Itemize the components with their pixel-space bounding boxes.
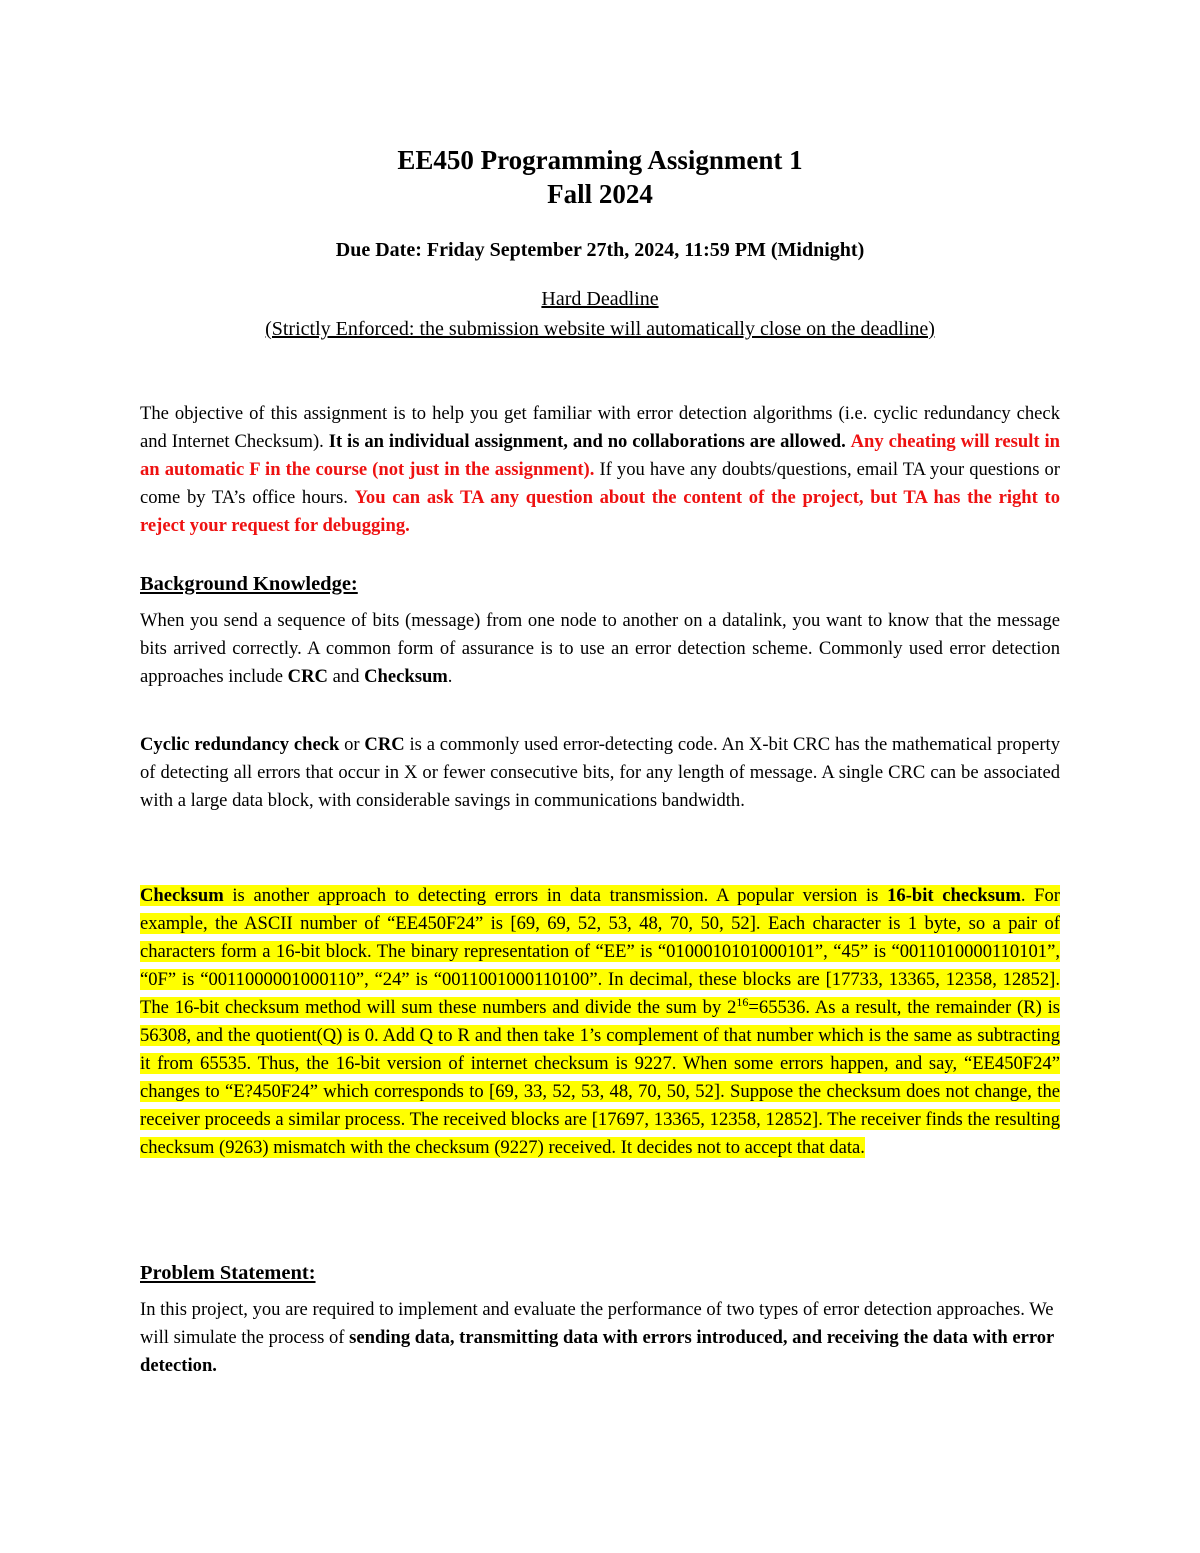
crc-description: is a commonly used error-detecting code. An X-bit CRC has the mathematical property of detecting all errors that occur in X or fewer consecutive bits, for any length of message. A single CRC can be associated with a large data block, with considerable savings in communications bandwidth. — [140, 734, 1060, 811]
crc-term: CRC — [287, 666, 328, 687]
crc-full-term: Cyclic redundancy check — [140, 734, 340, 755]
title-line-2: Fall 2024 — [547, 179, 653, 209]
cheating-warning: Any cheating will result in an automatic F in the course (not just in the assignment). — [140, 431, 1060, 480]
period-text: . — [447, 666, 453, 687]
checksum-explanation-text: =65536. As a result, the remainder (R) is 56308, and the quotient(Q) is 0. Add Q to R and then take 1’s complement of that number which is the same as subtracting it from 65535. Thus, the 16-bit version of internet checksum is 9227. When some errors happen, and say, “EE450F24” changes to “E?450F24” which corresponds to [69, 33, 52, 53, 48, 70, 50, 52]. Suppose the checksum does not change, the receiver proceeds a similar process. The received blocks are [17697, 13365, 12358, 12852]. The receiver finds the resulting checksum (9263) mismatch with the checksum (9227) received. It decides not to accept that data. — [140, 997, 1060, 1158]
intro-contact-text: If you have any doubts/questions, email TA your questions or come by TA’s office hours. — [140, 459, 1061, 508]
problem-heading: Problem Statement: — [140, 1262, 316, 1284]
background-paragraph — [140, 607, 1060, 691]
due-date: Due Date: Friday September 27th, 2024, 11:59 PM (Midnight) — [335, 239, 865, 261]
checksum-16bit-term: 16-bit checksum — [887, 885, 1021, 906]
debugging-warning: You can ask TA any question about the content of the project, but TA has the right to reject your request for debugging. — [140, 487, 1060, 536]
background-text: When you send a sequence of bits (message) from one node to another on a datalink, you want to know that the message bits arrived correctly. A common form of assurance is to use an error detection scheme. Commonly used error detection approaches include — [140, 610, 1060, 687]
hard-deadline: Hard Deadline — [541, 288, 659, 310]
background-heading: Background Knowledge: — [140, 573, 358, 595]
title-line-1: EE450 Programming Assignment 1 — [397, 145, 803, 175]
or-text: or — [339, 734, 365, 755]
checksum-paragraph — [140, 882, 1060, 1162]
checksum-intro-text: is another approach to detecting errors in data transmission. A popular version is — [223, 885, 888, 906]
intro-paragraph — [140, 400, 1060, 540]
individual-assignment-note: It is an individual assignment, and no collaborations are allowed. — [328, 431, 846, 452]
checksum-term: Checksum — [364, 666, 448, 687]
and-text: and — [327, 666, 365, 687]
intro-text: The objective of this assignment is to help you get familiar with error detection algorithms (i.e. cyclic redundancy check and Internet Checksum). — [140, 403, 1060, 452]
problem-paragraph — [140, 1296, 1060, 1380]
document-title — [140, 143, 1060, 211]
enforcement-note: (Strictly Enforced: the submission website will automatically close on the deadline) — [265, 318, 935, 340]
problem-text: In this project, you are required to implement and evaluate the performance of two types of error detection approaches. We will simulate the process of — [140, 1299, 1054, 1348]
checksum-heading-term: Checksum — [140, 885, 224, 906]
problem-bold-text: sending data, transmitting data with errors introduced, and receiving the data with error detection. — [140, 1327, 1054, 1376]
crc-abbr: CRC — [364, 734, 405, 755]
deadline-block — [140, 284, 1060, 344]
checksum-exponent: 16 — [736, 994, 749, 1009]
crc-paragraph — [140, 731, 1060, 815]
checksum-example-text: . For example, the ASCII number of “EE450F24” is [69, 69, 52, 53, 48, 70, 50, 52]. Each character is 1 byte, so a pair of characters form a 16-bit block. The binary representation of “EE” is “0100010101000101”, “45” is “0011010000110101”, “0F” is “0011000001000110”, “24” is “0011001000110100”. In decimal, these blocks are [17733, 13365, 12358, 12852]. The 16-bit checksum method will sum these numbers and divide the sum by 2 — [140, 885, 1061, 1018]
